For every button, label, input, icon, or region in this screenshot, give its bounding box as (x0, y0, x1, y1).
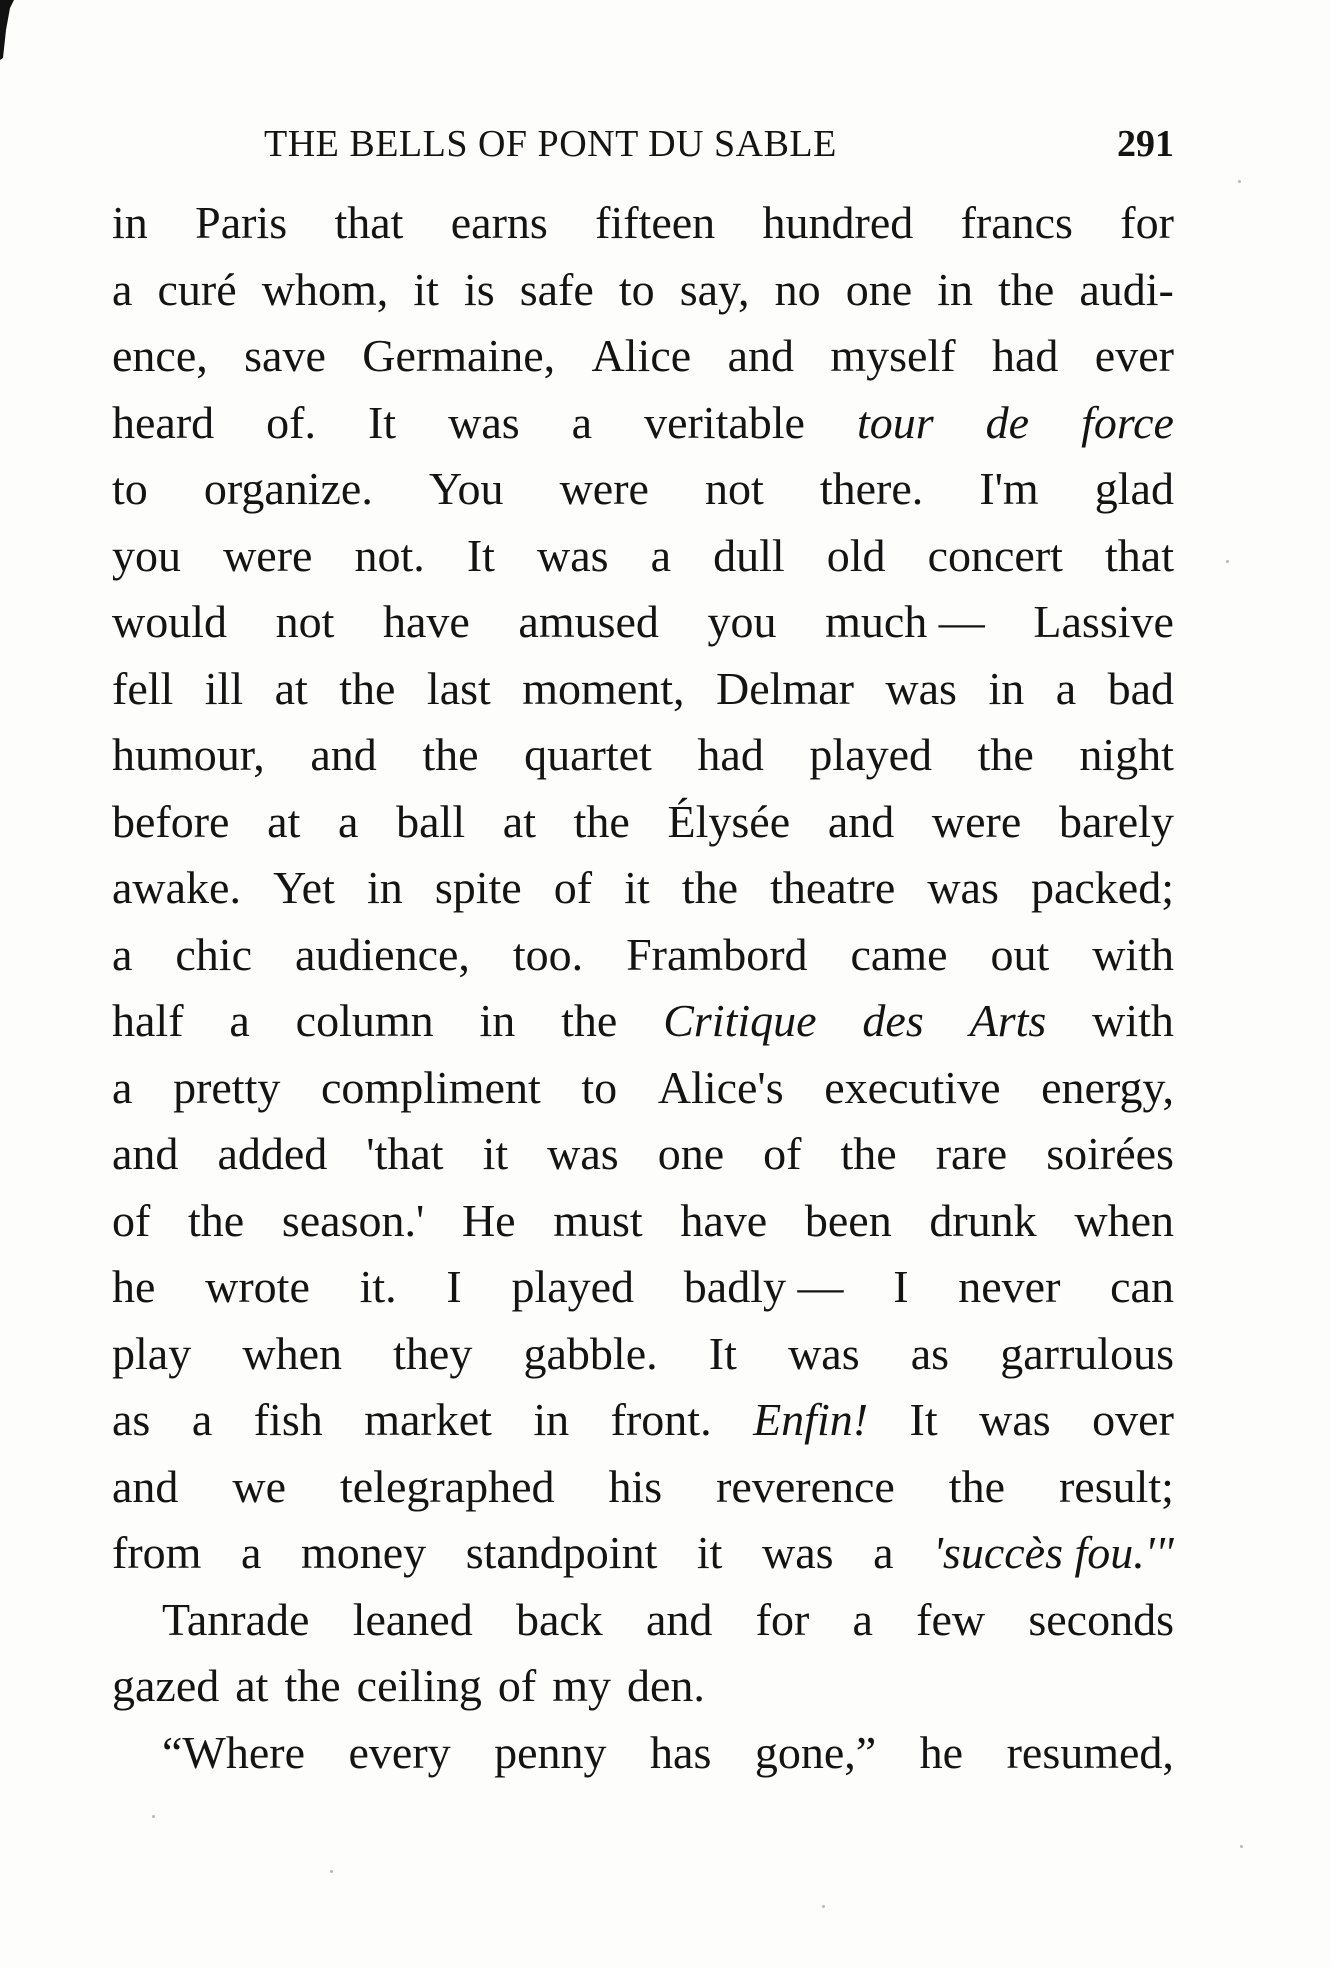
word: it (413, 263, 439, 315)
text-line (112, 198, 1174, 265)
word: money (300, 1527, 427, 1578)
word: of (497, 1660, 537, 1711)
word: fish (253, 1394, 323, 1445)
word: Arts (969, 995, 1047, 1046)
word: a (112, 263, 133, 315)
word: night (1079, 729, 1174, 780)
word: I (893, 1261, 909, 1312)
word: the (948, 1460, 1005, 1512)
word: drunk (929, 1194, 1037, 1246)
running-title: THE BELLS OF PONT DU SABLE (264, 123, 837, 165)
word: for (1120, 197, 1174, 248)
word: never (958, 1261, 1061, 1312)
word: column (295, 995, 434, 1046)
word: dull (713, 529, 785, 581)
text-line (112, 1462, 1174, 1529)
word: for (755, 1593, 810, 1645)
word: humour, (112, 729, 265, 780)
word: tour (856, 396, 934, 448)
word: resumed, (1006, 1726, 1174, 1778)
word: much — (825, 596, 985, 647)
word: It (708, 1327, 737, 1379)
word: des (862, 995, 924, 1046)
word: was (788, 1327, 860, 1379)
word: chic (175, 928, 252, 980)
word: veritable (644, 396, 805, 448)
word: the (977, 729, 1034, 780)
word: concert (927, 529, 1063, 581)
word: and (646, 1593, 713, 1645)
word: myself (830, 330, 956, 381)
text-line (112, 1129, 1174, 1196)
word: quartet (524, 729, 652, 780)
word: reverence (716, 1460, 895, 1512)
word: francs (960, 197, 1073, 248)
word: that (334, 197, 404, 248)
word: were (223, 529, 313, 581)
word: a (112, 928, 133, 980)
word: half (112, 995, 184, 1046)
word: ceiling (356, 1660, 482, 1711)
word: one (845, 263, 913, 315)
text-line (112, 1728, 1174, 1795)
text-line (112, 1063, 1174, 1130)
word: seconds (1028, 1593, 1174, 1645)
word: added (217, 1128, 328, 1179)
word: Frambord (626, 928, 808, 980)
text-line (112, 265, 1174, 332)
word: whom, (261, 263, 389, 315)
word: a (1055, 662, 1077, 714)
word: the (561, 995, 618, 1046)
word: a (191, 1394, 213, 1445)
text-line (112, 664, 1174, 731)
word: earns (450, 197, 548, 248)
text-line (112, 1329, 1174, 1396)
word: when (1074, 1194, 1174, 1246)
text-line (112, 1528, 1174, 1595)
word: packed; (1030, 862, 1174, 913)
text-line (112, 1661, 1174, 1728)
scan-speck (1240, 1845, 1243, 1848)
word: can (1110, 1261, 1174, 1312)
word: must (553, 1194, 643, 1246)
word: I (446, 1261, 462, 1312)
word: was (762, 1527, 834, 1578)
word: too. (512, 928, 584, 980)
word: of (763, 1128, 802, 1179)
word: a (852, 1593, 873, 1645)
word: It (909, 1394, 938, 1445)
word: before (112, 795, 230, 847)
word: not (705, 463, 764, 514)
running-head (112, 122, 1174, 172)
word: it (482, 1128, 509, 1179)
text-line (112, 863, 1174, 930)
word: played (809, 729, 933, 780)
page-number: 291 (1117, 123, 1174, 165)
body-text (112, 198, 1174, 1794)
word: bad (1107, 662, 1174, 714)
word: say, (679, 263, 750, 315)
word: the (422, 729, 479, 780)
text-line (112, 531, 1174, 598)
word: It (367, 396, 397, 448)
word: the (187, 1194, 245, 1246)
word: the (681, 862, 739, 913)
word: not. (354, 529, 425, 581)
word: soirées (1046, 1128, 1174, 1179)
word: been (804, 1194, 892, 1246)
word: standpoint (465, 1527, 658, 1578)
word: was (927, 862, 999, 913)
word: he (112, 1261, 156, 1312)
word: gazed (112, 1660, 220, 1711)
word: in (937, 263, 973, 315)
word: Lassive (1033, 596, 1174, 647)
word: it (696, 1527, 723, 1578)
word: in (533, 1394, 570, 1445)
word: and (112, 1460, 179, 1512)
word: my (552, 1660, 611, 1711)
word: front. (610, 1394, 712, 1445)
word: 'that (366, 1128, 444, 1179)
word: not (275, 596, 335, 647)
word: fell (112, 662, 174, 714)
word: it. (359, 1261, 397, 1312)
text-line (112, 730, 1174, 797)
text-line (112, 1196, 1174, 1263)
word: of. (266, 396, 316, 448)
word: to (112, 463, 148, 514)
word: barely (1058, 795, 1174, 847)
word: over (1092, 1394, 1174, 1445)
word: few (916, 1593, 986, 1645)
word: season.' (281, 1194, 425, 1246)
word: fifteen (595, 197, 716, 248)
word: Élysée (667, 795, 791, 847)
word: ence, (112, 330, 208, 381)
word: was (547, 1128, 619, 1179)
word: compliment (321, 1061, 541, 1113)
word: wrote (205, 1261, 310, 1312)
word: out (990, 928, 1050, 980)
word: gone,” (754, 1726, 877, 1778)
word: audience, (294, 928, 470, 980)
word: the (339, 662, 396, 714)
word: back (515, 1593, 603, 1645)
word: You (428, 463, 504, 514)
word: was (448, 396, 520, 448)
word: rare (935, 1128, 1008, 1179)
word: have (680, 1194, 768, 1246)
word: at (235, 1660, 269, 1711)
word: to (618, 263, 655, 315)
word: you (112, 529, 181, 581)
word: of (553, 862, 593, 913)
word: a (873, 1527, 894, 1578)
word: and (310, 729, 377, 780)
word: ill (204, 662, 244, 714)
word: badly — (683, 1261, 844, 1312)
word: you (707, 596, 777, 647)
word: a (112, 1061, 133, 1113)
text-line (112, 996, 1174, 1063)
word: spite (434, 862, 522, 913)
word: old (826, 529, 886, 581)
word: at (267, 795, 301, 847)
word: energy, (1041, 1061, 1174, 1113)
word: play (112, 1327, 192, 1379)
word: force (1081, 396, 1174, 448)
word: ball (396, 795, 466, 847)
scan-speck (822, 1905, 825, 1908)
word: market (364, 1394, 492, 1445)
word: was (537, 529, 609, 581)
scan-edge-mark (0, 0, 14, 60)
word: I'm (979, 463, 1039, 514)
word: it (624, 862, 650, 913)
word: penny (494, 1726, 607, 1778)
scan-speck (1226, 560, 1229, 563)
word: amused (518, 596, 659, 647)
word: moment, (522, 662, 685, 714)
word: Yet (273, 862, 335, 913)
word: glad (1094, 463, 1174, 514)
word: in (112, 197, 148, 248)
word: had (697, 729, 764, 780)
word: the (573, 795, 630, 847)
text-line (112, 398, 1174, 465)
word: He (461, 1194, 516, 1246)
word: executive (824, 1061, 1001, 1113)
word: the (840, 1128, 897, 1179)
word: ever (1094, 330, 1174, 381)
word: in (479, 995, 516, 1046)
text-line (112, 464, 1174, 531)
word: were (931, 795, 1022, 847)
scan-speck (1238, 180, 1241, 183)
word: theatre (770, 862, 896, 913)
word: from (112, 1527, 202, 1578)
word: the (284, 1660, 341, 1711)
word: would (112, 596, 227, 647)
word: den. (626, 1660, 705, 1711)
scan-speck (152, 1815, 155, 1818)
word: we (232, 1460, 287, 1512)
word: a (650, 529, 672, 581)
word: heard (112, 396, 215, 448)
word: every (348, 1726, 451, 1778)
word: Paris (195, 197, 288, 248)
text-line (112, 1262, 1174, 1329)
word: “Where (162, 1726, 305, 1778)
word: when (242, 1327, 342, 1379)
word: they (393, 1327, 473, 1379)
word: in (366, 862, 403, 913)
word: had (991, 330, 1059, 381)
word: Alice (591, 330, 692, 381)
word: 'succès fou.'" (933, 1527, 1174, 1578)
word: pretty (173, 1061, 281, 1113)
word: he (919, 1726, 964, 1778)
word: to (581, 1061, 618, 1113)
word: awake. (112, 862, 241, 913)
word: result; (1058, 1460, 1174, 1512)
word: de (985, 396, 1030, 448)
word: the (998, 263, 1055, 315)
word: is (463, 263, 495, 315)
word: It (466, 529, 495, 581)
word: with (1092, 928, 1174, 980)
word: Critique (663, 995, 817, 1046)
text-line (112, 1395, 1174, 1462)
text-line (112, 597, 1174, 664)
word: a (240, 1527, 262, 1578)
word: one (657, 1128, 725, 1179)
word: a (571, 396, 593, 448)
word: at (502, 795, 536, 847)
text-line (112, 1595, 1174, 1662)
word: a (338, 795, 359, 847)
word: were (559, 463, 649, 514)
word: and (727, 330, 794, 381)
word: garrulous (1000, 1327, 1174, 1379)
word: his (608, 1460, 663, 1512)
word: was (885, 662, 957, 714)
word: gabble. (523, 1327, 658, 1379)
word: that (1105, 529, 1174, 581)
word: there. (819, 463, 924, 514)
word: hundred (762, 197, 914, 248)
word: and (112, 1128, 179, 1179)
word: no (774, 263, 821, 315)
word: at (274, 662, 308, 714)
word: last (426, 662, 491, 714)
word: telegraphed (339, 1460, 555, 1512)
word: as (112, 1394, 151, 1445)
word: as (910, 1327, 950, 1379)
word: save (244, 330, 326, 381)
text-line (112, 930, 1174, 997)
word: of (112, 1194, 151, 1246)
word: played (511, 1261, 635, 1312)
word: Tanrade (162, 1593, 310, 1645)
word: leaned (352, 1593, 473, 1645)
word: safe (519, 263, 594, 315)
word: curé (157, 263, 237, 315)
word: in (988, 662, 1025, 714)
word: was (979, 1394, 1051, 1445)
word: Enfin! (753, 1394, 869, 1445)
word: have (382, 596, 470, 647)
word: a (229, 995, 250, 1046)
word: audi- (1079, 263, 1174, 315)
word: came (850, 928, 948, 980)
word: Delmar (716, 662, 854, 714)
word: with (1092, 995, 1174, 1046)
word: has (650, 1726, 712, 1778)
word: and (827, 795, 895, 847)
scan-speck (330, 1870, 333, 1873)
word: Germaine, (362, 330, 556, 381)
text-line (112, 331, 1174, 398)
word: Alice's (657, 1061, 784, 1113)
word: organize. (203, 463, 373, 514)
text-line (112, 797, 1174, 864)
